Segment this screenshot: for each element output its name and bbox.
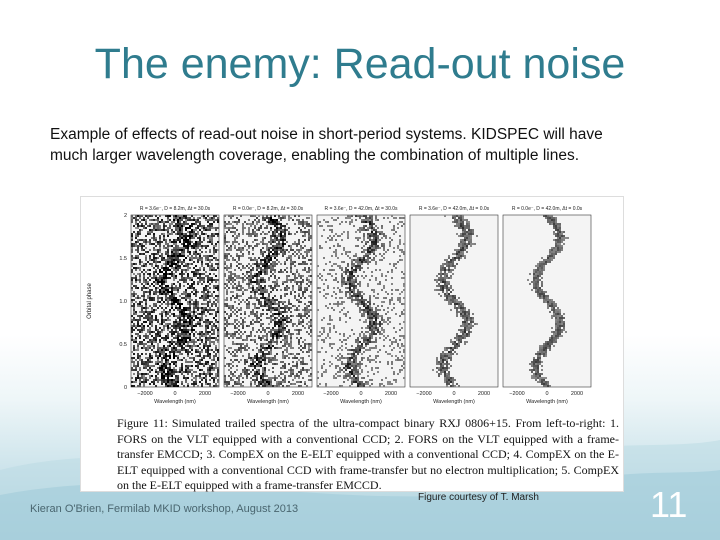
y-tick-label: 0 — [123, 385, 127, 391]
x-tick-label: 0 — [359, 391, 363, 397]
spectrum-panel — [317, 215, 405, 387]
y-tick-label: 0.5 — [119, 342, 127, 348]
page-number: 11 — [650, 484, 688, 525]
x-axis-label: Wavelength (nm) — [247, 399, 289, 405]
x-tick-label: −2000 — [323, 391, 339, 397]
intro-text: Example of effects of read-out noise in short-period systems. KIDSPEC will have much larger wavelength coverage, enabling the combination of multiple lines. — [50, 126, 603, 164]
y-axis-label: Orbital phase — [87, 283, 93, 319]
x-tick-label: 0 — [452, 391, 456, 397]
x-tick-label: −2000 — [416, 391, 432, 397]
figure-caption — [117, 416, 619, 494]
spectrum-panel — [410, 215, 498, 387]
spectrum-panel — [503, 215, 591, 387]
spectrum-panel — [131, 215, 219, 387]
x-axis-label: Wavelength (nm) — [526, 399, 568, 405]
y-tick-label: 1.0 — [119, 299, 127, 305]
x-axis-label: Wavelength (nm) — [340, 399, 382, 405]
caption-label: Figure 11: — [117, 416, 168, 430]
x-tick-label: 2000 — [477, 391, 491, 397]
panel-title: R = 0.0e⁻, D = 42.0m, Δt = 0.0s — [511, 206, 583, 212]
y-tick-label: 1.5 — [119, 256, 127, 262]
panel-title: R = 3.6e⁻, D = 42.0m, Δt = 0.0s — [418, 206, 490, 212]
panel-title: R = 0.0e⁻, D = 8.2m, Δt = 30.0s — [232, 206, 304, 212]
x-axis-label: Wavelength (nm) — [433, 399, 475, 405]
spectrum-panel — [224, 215, 312, 387]
panel-title: R = 3.6e⁻, D = 42.0m, Δt = 30.0s — [324, 206, 398, 212]
x-tick-label: 2000 — [384, 391, 398, 397]
panel-title: R = 3.6e⁻, D = 8.2m, Δt = 30.0s — [139, 206, 211, 212]
x-tick-label: 0 — [545, 391, 549, 397]
caption-text: Simulated trailed spectra of the ultra-compact binary RXJ 0806+15. From left-to-right: 1. FORS on the VLT equipped with a conventional CCD; 2. FORS on the VLT equipped with a frame-transfer EMCCD; 3. CompEX on the E-ELT equipped with a conventional CCD; 4. CompEX on the E-ELT equipped with a conventional CCD with frame-transfer but no electron multiplication; 5. CompEX on the E-ELT equipped with a frame-transfer EMCCD. — [117, 416, 619, 493]
x-tick-label: 2000 — [570, 391, 584, 397]
x-tick-label: 2000 — [291, 391, 305, 397]
x-tick-label: 0 — [173, 391, 177, 397]
x-tick-label: −2000 — [509, 391, 525, 397]
x-axis-label: Wavelength (nm) — [154, 399, 196, 405]
figure-credit: Figure courtesy of T. Marsh — [418, 492, 539, 503]
x-tick-label: 2000 — [198, 391, 212, 397]
trailed-spectra-panels — [81, 197, 623, 407]
x-tick-label: −2000 — [137, 391, 153, 397]
footer-text: Kieran O'Brien, Fermilab MKID workshop, August 2013 — [30, 503, 299, 515]
x-tick-label: 0 — [266, 391, 270, 397]
x-tick-label: −2000 — [230, 391, 246, 397]
y-tick-label: 2 — [123, 213, 127, 219]
slide-title: The enemy: Read-out noise — [94, 40, 626, 88]
figure — [80, 196, 624, 492]
